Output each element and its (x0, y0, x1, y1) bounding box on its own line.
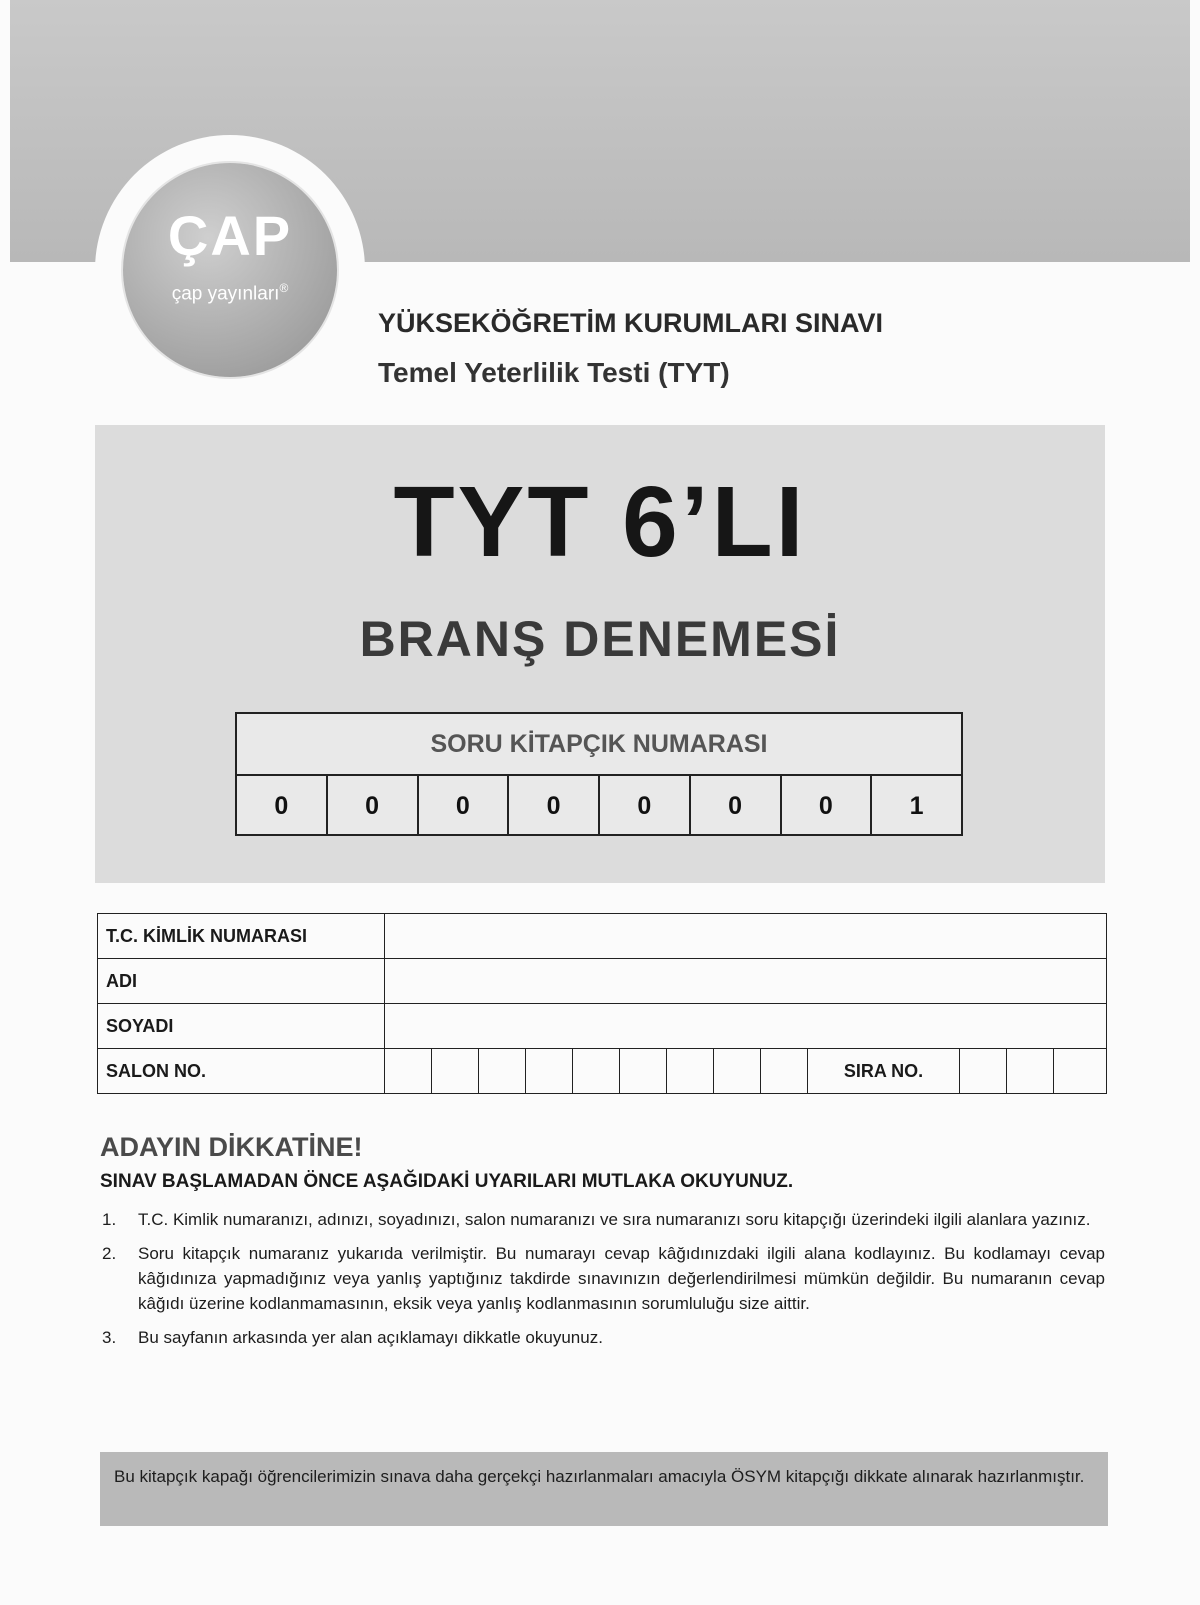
warning-number: 1. (102, 1210, 117, 1229)
warnings-heading: ADAYIN DİKKATİNE! (100, 1132, 363, 1162)
sira-number-label: SIRA NO. (808, 1049, 960, 1093)
name-label: ADI (98, 959, 385, 1004)
salon-digit-box[interactable] (385, 1049, 432, 1093)
surname-field[interactable] (385, 1004, 1107, 1049)
warning-text: Soru kitapçık numaranız yukarıda verilmiştir. Bu numarayı cevap kâğıdınızdaki ilgili alana kodlayınız. Bu kodlamayı cevap kâğıdınıza yapmadığınız veya yanlış yaptığınız takdirde sınavınızın değerlendirilmesi mümkün değildir. Bu numaranın cevap kâğıdı üzerine kodlanmamasının, eksik veya yanlış kodlanmasının sorumluluğu size aittir. (138, 1244, 1105, 1313)
salon-sira-cells (385, 1049, 1107, 1094)
booklet-number-box (235, 712, 963, 836)
warning-item (100, 1325, 1105, 1350)
booklet-digits (237, 776, 961, 836)
warning-number: 3. (102, 1328, 117, 1347)
logo-subtitle (123, 281, 337, 305)
candidate-warnings (100, 1132, 1105, 1359)
booklet-digit: 0 (600, 776, 691, 836)
logo-brand: ÇAP (167, 204, 293, 267)
surname-label: SOYADI (98, 1004, 385, 1049)
salon-digit-box[interactable] (714, 1049, 761, 1093)
booklet-digit: 0 (237, 776, 328, 836)
salon-digit-box[interactable] (479, 1049, 526, 1093)
cover-subtitle: BRANŞ DENEMESİ (359, 611, 841, 667)
exam-name: YÜKSEKÖĞRETİM KURUMLARI SINAVI (378, 308, 884, 338)
sira-digit-box[interactable] (960, 1049, 1007, 1093)
test-name: Temel Yeterlilik Testi (TYT) (378, 357, 730, 388)
warnings-list (100, 1207, 1105, 1350)
booklet-digit: 0 (691, 776, 782, 836)
booklet-digit: 0 (328, 776, 419, 836)
tc-number-label: T.C. KİMLİK NUMARASI (98, 914, 385, 959)
booklet-digit: 0 (419, 776, 510, 836)
publisher-logo (95, 135, 365, 405)
warning-text: T.C. Kimlik numaranızı, adınızı, soyadınızı, salon numaranızı ve sıra numaranızı soru kitapçığı üzerindeki ilgili alanlara yazınız. (138, 1210, 1091, 1229)
salon-digit-box[interactable] (761, 1049, 808, 1093)
warning-item (100, 1207, 1105, 1232)
exam-titles (378, 308, 883, 389)
name-field[interactable] (385, 959, 1107, 1004)
salon-digit-box[interactable] (573, 1049, 620, 1093)
footer-note: Bu kitapçık kapağı öğrencilerimizin sınava daha gerçekçi hazırlanmaları amacıyla ÖSYM kitapçığı dikkate alınarak hazırlanmıştır. (100, 1452, 1108, 1526)
salon-digit-box[interactable] (620, 1049, 667, 1093)
warnings-subheading: SINAV BAŞLAMADAN ÖNCE AŞAĞIDAKİ UYARILARI MUTLAKA OKUYUNUZ. (100, 1171, 794, 1192)
booklet-digit: 0 (509, 776, 600, 836)
candidate-info-form (97, 913, 1107, 1094)
salon-digit-box[interactable] (432, 1049, 479, 1093)
tc-number-field[interactable] (385, 914, 1107, 959)
logo-subtitle-text: çap yayınları (171, 283, 280, 305)
registered-mark: ® (279, 281, 289, 295)
booklet-digit: 0 (782, 776, 873, 836)
form-row (98, 914, 1107, 959)
salon-digit-box[interactable] (667, 1049, 714, 1093)
form-row (98, 1049, 1107, 1094)
warning-text: Bu sayfanın arkasında yer alan açıklamayı dikkatle okuyunuz. (138, 1328, 603, 1347)
logo-circle (123, 163, 337, 377)
sira-digit-box[interactable] (1054, 1049, 1101, 1093)
cover-title: TYT 6’LI (393, 466, 807, 578)
warning-item (100, 1241, 1105, 1316)
form-row (98, 959, 1107, 1004)
salon-digit-box[interactable] (526, 1049, 573, 1093)
cover-panel (95, 425, 1105, 883)
booklet-digit: 1 (909, 791, 924, 820)
booklet-number-label: SORU KİTAPÇIK NUMARASI (237, 714, 961, 776)
sira-digit-box[interactable] (1007, 1049, 1054, 1093)
salon-number-label: SALON NO. (98, 1049, 385, 1094)
warning-number: 2. (102, 1244, 117, 1263)
form-row (98, 1004, 1107, 1049)
